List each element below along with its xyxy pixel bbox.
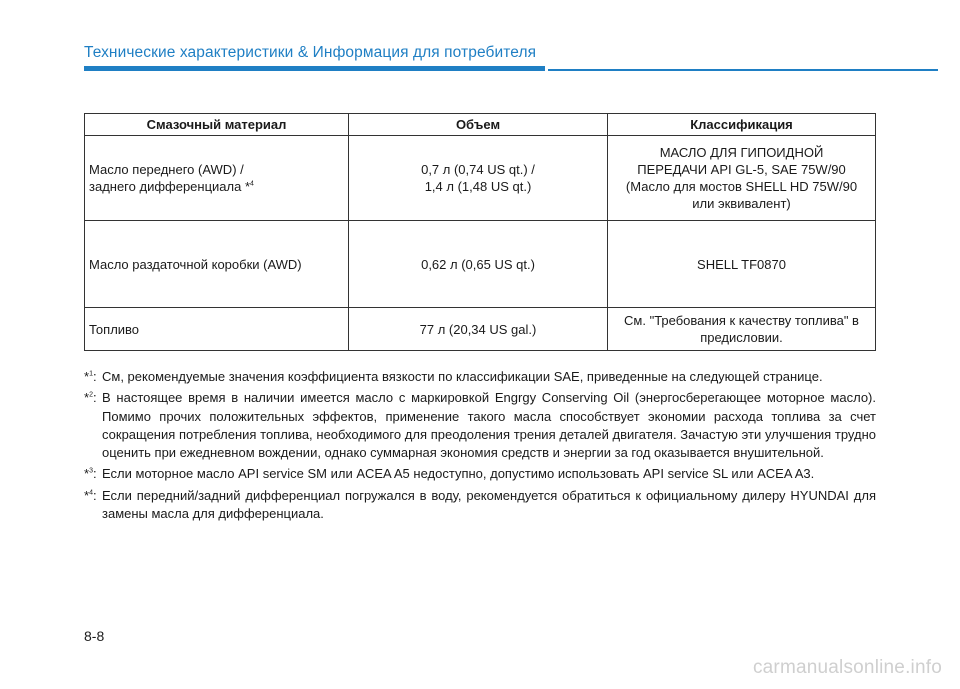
page-number: 8-8 [84, 628, 105, 644]
footnotes [84, 368, 876, 526]
header-rule-thin [548, 69, 938, 71]
footnote-marker: *$^3$: [84, 466, 97, 482]
cell-text: МАСЛО ДЛЯ ГИПОИДНОЙ [659, 145, 824, 160]
column-header-lubricant: Смазочный материал [85, 114, 349, 136]
cell-volume: 0,62 л (0,65 US qt.) [349, 221, 608, 308]
footnote-ref: 4 [250, 180, 254, 188]
cell-lubricant: Топливо [85, 308, 349, 351]
footnote-text: Если моторное масло API service SM или ACEA A5 недоступно, допустимо использовать API service SL или ACEA A3. [102, 466, 815, 482]
cell-text: ПЕРЕДАЧИ API GL-5, SAE 75W/90 [637, 162, 846, 177]
lubricant-spec-table [84, 113, 876, 351]
table-row [85, 308, 876, 351]
cell-volume [349, 136, 608, 221]
cell-classification [608, 136, 876, 221]
footnote-text: Если передний/задний дифференциал погружался в воду, рекомендуется обратиться к официальному дилеру HYUNDAI для замены масла для дифференциала. [102, 487, 876, 522]
footnote [84, 487, 876, 524]
header-rule-thick [84, 66, 545, 71]
footnote-marker: *$^4$: [84, 487, 97, 503]
footnote-marker: *$^1$: [84, 369, 97, 384]
table-row [85, 136, 876, 221]
cell-volume: 77 л (20,34 US gal.) [349, 308, 608, 351]
column-header-classification: Классификация [608, 114, 876, 136]
cell-text: или эквивалент) [692, 196, 791, 211]
cell-text: заднего дифференциала * [89, 179, 251, 194]
cell-classification [608, 308, 876, 351]
table-row [85, 221, 876, 308]
footnote [84, 368, 876, 386]
footnote-text: См, рекомендуемые значения коэффициента вязкости по классификации SAE, приведенные на следующей странице. [102, 369, 823, 384]
cell-text: 1,4 л (1,48 US qt.) [424, 179, 532, 194]
section-title: Технические характеристики & Информация для потребителя [84, 44, 537, 61]
footnote [84, 389, 876, 462]
cell-text: См. "Требования к качеству топлива" в [624, 313, 859, 328]
footnote-text: В настоящее время в наличии имеется масло с маркировкой Engrgy Conserving Oil (энергосберегающее моторное масло). Помимо прочих положительных эффектов, применение такого масла способствует экономии расхода топлива за счет сокращения потребления топлива, необходимого для преодоления трения деталей двигателя. Зачастую эти улучшения трудно оценить при ежедневном вождении, однако суммарная экономия средств и энергии за год оказывается внушительной. [102, 390, 876, 461]
footnote [84, 465, 876, 483]
footnote-marker: *$^2$: [84, 390, 97, 406]
table-header-row [85, 114, 876, 136]
cell-classification: SHELL TF0870 [608, 221, 876, 308]
cell-text: (Масло для мостов SHELL HD 75W/90 [625, 179, 858, 194]
column-header-volume: Объем [349, 114, 608, 136]
watermark: carmanualsonline.info [752, 657, 942, 678]
cell-lubricant [85, 136, 349, 221]
cell-lubricant: Масло раздаточной коробки (AWD) [85, 221, 349, 308]
cell-text: 0,7 л (0,74 US qt.) / [421, 162, 535, 177]
cell-text: предисловии. [700, 330, 783, 345]
cell-text: Масло переднего (AWD) / [89, 162, 244, 177]
